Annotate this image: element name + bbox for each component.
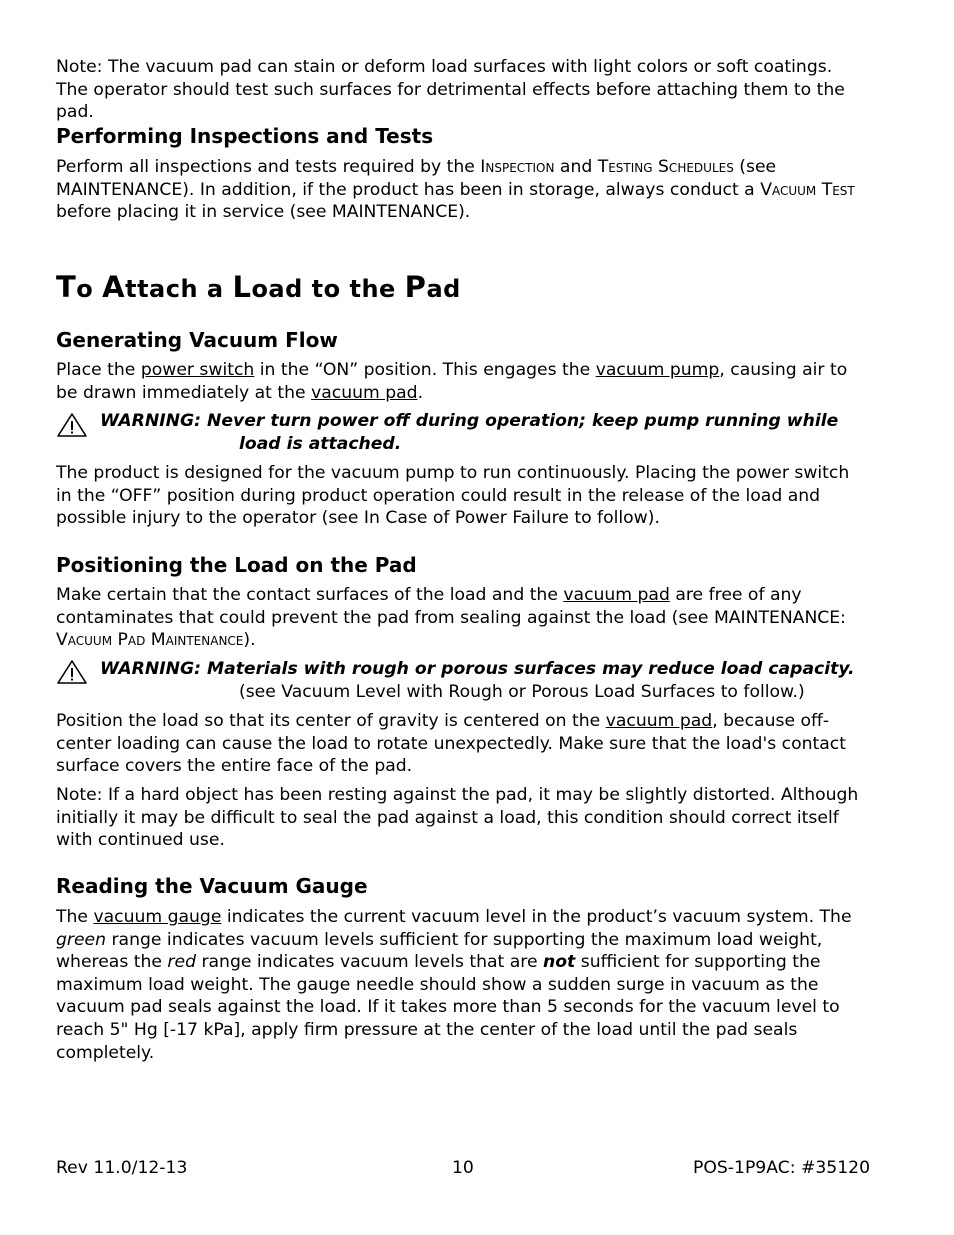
footer-document-id: POS-1P9AC: #35120 [693,1158,871,1178]
section-title: To Attach a Load to the Pad [56,270,461,304]
power-switch-link[interactable]: power switch [140,360,255,380]
heading-positioning: Positioning the Load on the Pad [56,553,417,577]
heading-vacuum-gauge: Reading the Vacuum Gauge [56,874,368,898]
note-stain: Note: The vacuum pad can stain or deform load surfaces with light colors or soft coatings. The operator should test such surfaces for detrimental effects before attaching them to the pad. [56,57,845,123]
vacuum-pad-link[interactable]: vacuum pad [563,585,670,605]
warning-triangle-icon [56,412,88,438]
green-range-text: green [56,929,107,950]
vacuum-pad-link[interactable]: vacuum pad [605,711,713,731]
inspections-paragraph: Perform all inspections and tests required by the Inspection and Testing Schedules (see MAINTENANCE). In addition, if the product has been in storage, always conduct a Vacuum Test before placing it in service (see MAINTENANCE). [56,157,855,223]
warning-rough-surfaces-note: (see Vacuum Level with Rough or Porous Load Surfaces to follow.) [239,682,805,702]
warning-triangle-icon [56,659,88,685]
vacuum-test-ref: Vacuum Test [760,179,855,200]
gauge-paragraph: The vacuum gauge indicates the current vacuum level in the product’s vacuum system. The green range indicates vacuum levels sufficient for supporting the maximum load weight, whereas the red range indicates vacuum levels that are not sufficient for supporting the maximum load weight. The gauge needle should show a sudden surge in vacuum as the vacuum pad seals against the load. If it takes more than 5 seconds for the vacuum level to reach 5" Hg [-17 kPa], apply firm pressure at the center of the load until the pad seals completely. [56,907,852,1063]
warning-rough-surfaces: WARNING: Materials with rough or porous surfaces may reduce load capacity. [100,659,855,679]
heading-generating-vacuum: Generating Vacuum Flow [56,328,338,352]
vacuum-gauge-link[interactable]: vacuum gauge [93,907,222,927]
testing-schedules-ref: Testing Schedules [597,157,734,177]
warning-power: WARNING: Never turn power off during operation; keep pump running while load is attached. [100,411,839,454]
inspection-schedule-ref: Inspection [480,157,555,177]
positioning-paragraph-2: Position the load so that its center of gravity is centered on the vacuum pad, because off-center loading can cause the load to rotate unexpectedly. Make sure that the load's contact surface covers the entire face of the pad. [56,711,846,777]
footer-page-number: 10 [452,1158,474,1178]
heading-inspections: Performing Inspections and Tests [56,124,434,148]
red-range-text: red [167,952,196,973]
vacuum-pad-maintenance-ref: Vacuum Pad Maintenance [56,630,244,651]
positioning-paragraph: Make certain that the contact surfaces of the load and the vacuum pad are free of any contaminates that could prevent the pad from sealing against the load (see MAINTENANCE: Vacuum Pad Maintenance). [56,585,846,651]
generating-paragraph: Place the power switch in the “ON” position. This engages the vacuum pump, causing air to be drawn immediately at the vacuum pad. [56,360,848,403]
footer-revision: Rev 11.0/12-13 [56,1158,188,1178]
note-distortion: Note: If a hard object has been resting against the pad, it may be slightly distorted. Although initially it may be difficult to seal the pad against a load, this condition should correct itself with continued use. [56,785,859,851]
not-emphasis: not [543,952,576,973]
vacuum-pump-link[interactable]: vacuum pump [595,360,720,380]
vacuum-pad-link[interactable]: vacuum pad [311,382,418,403]
generating-body: The product is designed for the vacuum pump to run continuously. Placing the power switch in the “OFF” position during product operation could result in the release of the load and possible injury to the operator (see In Case of Power Failure to follow). [56,463,850,529]
